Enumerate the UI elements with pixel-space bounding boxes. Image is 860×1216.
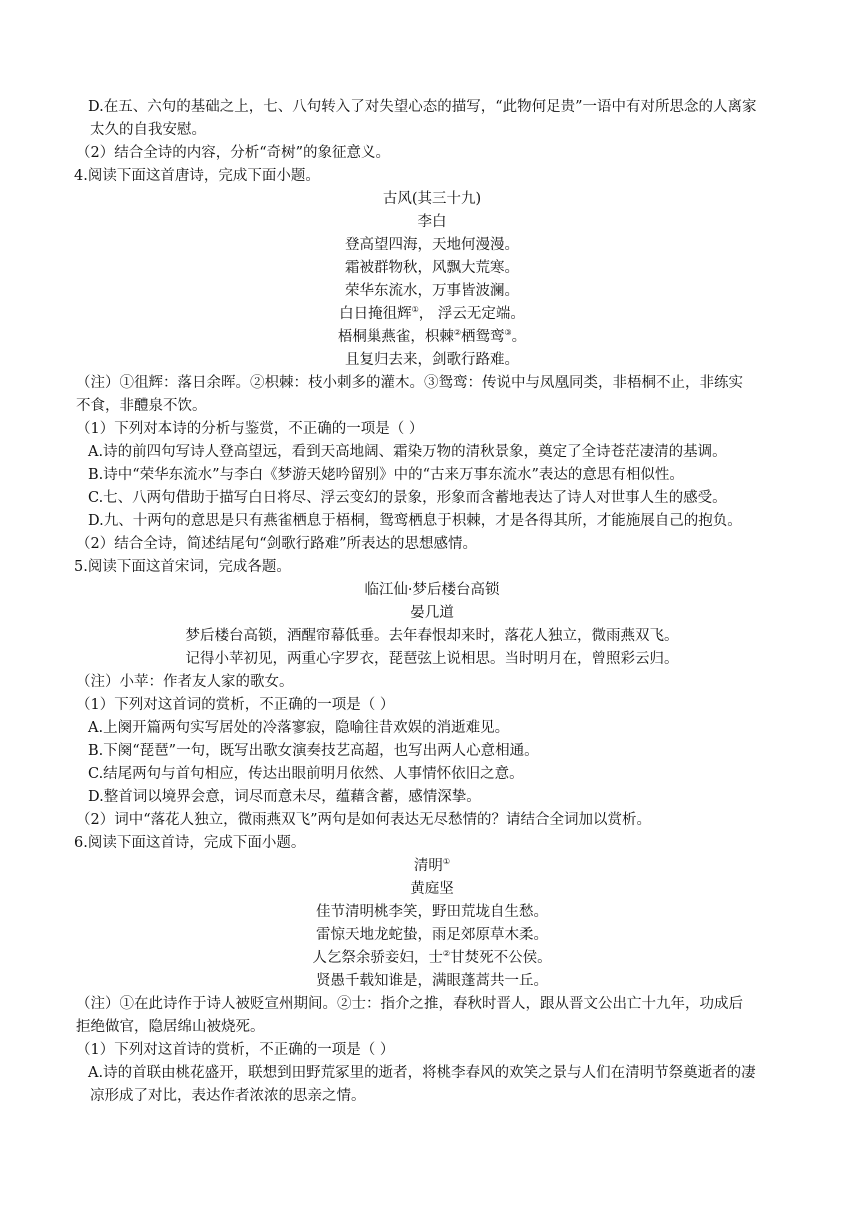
q4-option-a: A.诗的前四句写诗人登高望远，看到天高地阔、霜染万物的清秋景象，奠定了全诗苍茫凄清的基调。 (88, 444, 727, 460)
q4-sub1: （1）下列对本诗的分析与鉴赏，不正确的一项是（ ） (76, 421, 424, 437)
q5-sub1: （1）下列对这首词的赏析，不正确的一项是（ ） (76, 697, 395, 713)
q4-option-c: C.七、八两句借助于描写白日将尽、浮云变幻的景象，形象而含蓄地表达了诗人对世事人生的感受。 (88, 490, 727, 506)
footnote-marker: ① (411, 305, 419, 315)
q6-poem-title: 清明① (413, 857, 451, 874)
footnote-marker: ③ (504, 328, 512, 338)
q5-option-b: B.下阕“琵琶”一句，既写出歌女演奏技艺高超，也写出两人心意相通。 (88, 743, 539, 759)
q6-option-a: A.诗的首联由桃花盛开，联想到田野荒冢里的逝者，将桃李春风的欢笑之景与人们在清明节祭奠逝者的凄 (88, 1065, 756, 1081)
q4-option-d: D.九、十两句的意思是只有燕雀栖息于梧桐，鸳鸾栖息于枳棘，才是各得其所，才能施展自己的抱负。 (88, 513, 742, 529)
q6-heading: 6.阅读下面这首诗，完成下面小题。 (74, 835, 306, 851)
q6-sub1: （1）下列对这首诗的赏析，不正确的一项是（ ） (76, 1042, 395, 1058)
q4-option-b: B.诗中“荣华东流水”与李白《梦游天姥吟留别》中的“古来万事东流水”表达的意思有相似性。 (88, 467, 684, 483)
q3-option-d-cont: 太久的自我安慰。 (90, 122, 206, 138)
q4-poem-title: 古风(其三十九) (382, 191, 482, 207)
q4-poem-line: 且复归去来，剑歌行路难。 (345, 352, 519, 368)
q4-heading: 4.阅读下面这首唐诗，完成下面小题。 (74, 168, 320, 184)
q5-option-d: D.整首词以境界会意，词尽而意未尽，蕴藉含蓄，感情深挚。 (88, 789, 481, 805)
document-page (76, 96, 788, 1108)
q5-poem-line: 梦后楼台高锁，酒醒帘幕低垂。去年春恨却来时，落花人独立，微雨燕双飞。 (185, 628, 679, 644)
q4-note-cont: 不食，非醴泉不饮。 (76, 398, 207, 414)
q5-poem-line: 记得小苹初见，两重心字罗衣，琵琶弦上说相思。当时明月在，曾照彩云归。 (185, 651, 679, 667)
footnote-marker: ② (442, 949, 451, 959)
q4-poem-line: 白日掩徂辉①， 浮云无定端。 (339, 305, 525, 322)
q6-poem-line: 佳节清明桃李笑，野田荒垅自生愁。 (316, 904, 548, 920)
q5-option-a: A.上阕开篇两句实写居处的冷落寥寂，隐喻往昔欢娱的消逝难见。 (88, 720, 510, 736)
q6-poem-author: 黄庭坚 (410, 881, 454, 897)
q4-poem-line: 霜被群物秋，风飘大荒寒。 (345, 260, 519, 276)
q6-poem-line: 人乞祭余骄妾妇，士②甘焚死不公侯。 (312, 949, 552, 966)
q4-sub2: （2）结合全诗，简述结尾句“剑歌行路难”所表达的思想感情。 (76, 536, 478, 552)
footnote-marker: ① (442, 857, 451, 867)
q4-poem-line: 登高望四海，天地何漫漫。 (345, 237, 519, 253)
q5-sub2: （2）词中“落花人独立，微雨燕双飞”两句是如何表达无尽愁情的？请结合全词加以赏析。 (76, 812, 652, 828)
q4-poem-line: 梧桐巢燕雀，枳棘②栖鸳鸾③。 (337, 328, 527, 345)
q5-note: （注）小苹：作者友人家的歌女。 (76, 674, 294, 690)
q6-poem-line: 雷惊天地龙蛇蛰，雨足郊原草木柔。 (316, 927, 548, 943)
q5-poem-title: 临江仙·梦后楼台高锁 (364, 582, 500, 598)
q5-option-c: C.结尾两句与首句相应，传达出眼前明月依然、人事情怀依旧之意。 (88, 766, 524, 782)
q5-heading: 5.阅读下面这首宋词，完成各题。 (74, 559, 291, 575)
q6-option-a-cont: 凉形成了对比，表达作者浓浓的思亲之情。 (90, 1088, 366, 1104)
q4-note: （注）①徂辉：落日余晖。②枳棘：枝小刺多的灌木。③鸳鸾：传说中与凤凰同类，非梧桐不止，非练实 (76, 375, 743, 391)
q4-poem-line: 荣华东流水，万事皆波澜。 (345, 283, 519, 299)
q6-poem-line: 贤愚千载知谁是，满眼蓬蒿共一丘。 (316, 973, 548, 989)
q3-option-d: D.在五、六句的基础之上，七、八句转入了对失望心态的描写，“此物何足贵”一语中有对所思念的人离家 (88, 99, 757, 115)
q3-sub2: （2）结合全诗的内容，分析“奇树”的象征意义。 (76, 145, 391, 161)
q6-note-cont: 拒绝做官，隐居绵山被烧死。 (76, 1019, 265, 1035)
footnote-marker: ② (453, 328, 461, 338)
q5-poem-author: 晏几道 (410, 605, 454, 621)
q4-poem-author: 李白 (417, 214, 447, 230)
q6-note: （注）①在此诗作于诗人被贬宣州期间。②士：指介之推，春秋时晋人，跟从晋文公出亡十九年，功成后 (76, 996, 743, 1012)
